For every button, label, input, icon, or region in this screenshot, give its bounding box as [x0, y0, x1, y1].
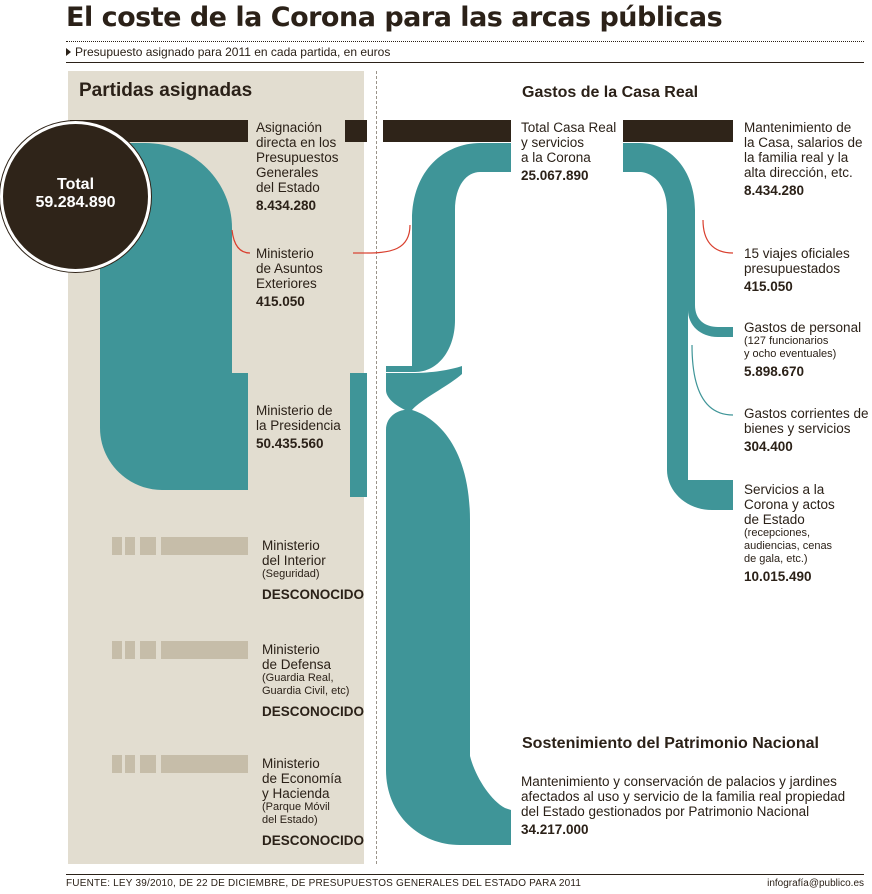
label-hacienda: Ministerio de Economía y Hacienda (Parque Móvil del Estado) DESCONOCIDO — [262, 756, 365, 848]
line-exteriores — [232, 230, 250, 253]
bar-mid-asignacion — [345, 120, 367, 142]
footer-rule — [66, 874, 864, 875]
bar-casa-real — [383, 120, 511, 142]
line-corrientes — [692, 345, 733, 415]
page-title: El coste de la Corona para las arcas públicas — [66, 2, 723, 33]
label-viajes: 15 viajes oficiales presupuestados 415.050 — [744, 246, 850, 294]
stub-hacienda — [112, 755, 248, 773]
label-personal: Gastos de personal (127 funcionarios y ocho eventuales) 5.898.670 — [744, 320, 862, 379]
footer-source: FUENTE: LEY 39/2010, DE 22 DE DICIEMBRE, DE PRESUPUESTOS GENERALES DEL ESTADO PARA 2011 — [66, 878, 582, 889]
label-asignacion: Asignación directa en los Presupuestos Generales del Estado 8.434.280 — [256, 120, 339, 213]
flow-right-main — [623, 143, 733, 510]
label-servicios: Servicios a la Corona y actos de Estado (recepciones, audiencias, cenas de gala, etc.) 10.015.490 — [744, 482, 835, 584]
label-exteriores: Ministerio de Asuntos Exteriores 415.050 — [256, 246, 323, 309]
footer-credit: infografía@publico.es — [767, 878, 864, 889]
bar-presidencia — [232, 373, 248, 490]
total-value: 59.284.890 — [35, 194, 116, 211]
label-patrimonio: Mantenimiento y conservación de palacios y jardines afectados al uso y servicio de la familia real propiedad del Estado gestionados por Patrimonio Nacional 34.217.000 — [521, 774, 846, 837]
line-mid-exteriores-up — [367, 225, 410, 253]
patrimonio-title: Sostenimiento del Patrimonio Nacional — [522, 735, 819, 752]
subtitle-text: Presupuesto asignado para 2011 en cada partida, en euros — [75, 45, 391, 59]
flow-casa-real — [386, 143, 511, 372]
bar-mantenimiento — [623, 120, 733, 142]
label-presidencia: Ministerio de la Presidencia 50.435.560 — [256, 403, 341, 451]
right-header: Gastos de la Casa Real — [522, 84, 699, 101]
label-casa-real: Total Casa Real y servicios a la Corona 25.067.890 — [521, 120, 617, 183]
stub-defensa — [112, 641, 248, 659]
left-header: Partidas asignadas — [79, 80, 253, 101]
total-circle — [0, 121, 151, 272]
bar-mid-presidencia — [350, 373, 367, 497]
label-corrientes: Gastos corrientes de bienes y servicios 304.400 — [744, 406, 869, 454]
line-viajes — [703, 220, 733, 253]
total-label: Total — [56, 176, 95, 193]
label-mantenimiento: Mantenimiento de la Casa, salarios de la familia real y la alta dirección, etc. 8.434.280 — [744, 120, 863, 198]
label-defensa: Ministerio de Defensa (Guardia Real, Guardia Civil, etc) DESCONOCIDO — [262, 642, 365, 719]
stub-interior — [112, 537, 248, 555]
label-interior: Ministerio del Interior (Seguridad) DESCONOCIDO — [262, 538, 365, 602]
flow-patrimonio — [386, 366, 511, 845]
